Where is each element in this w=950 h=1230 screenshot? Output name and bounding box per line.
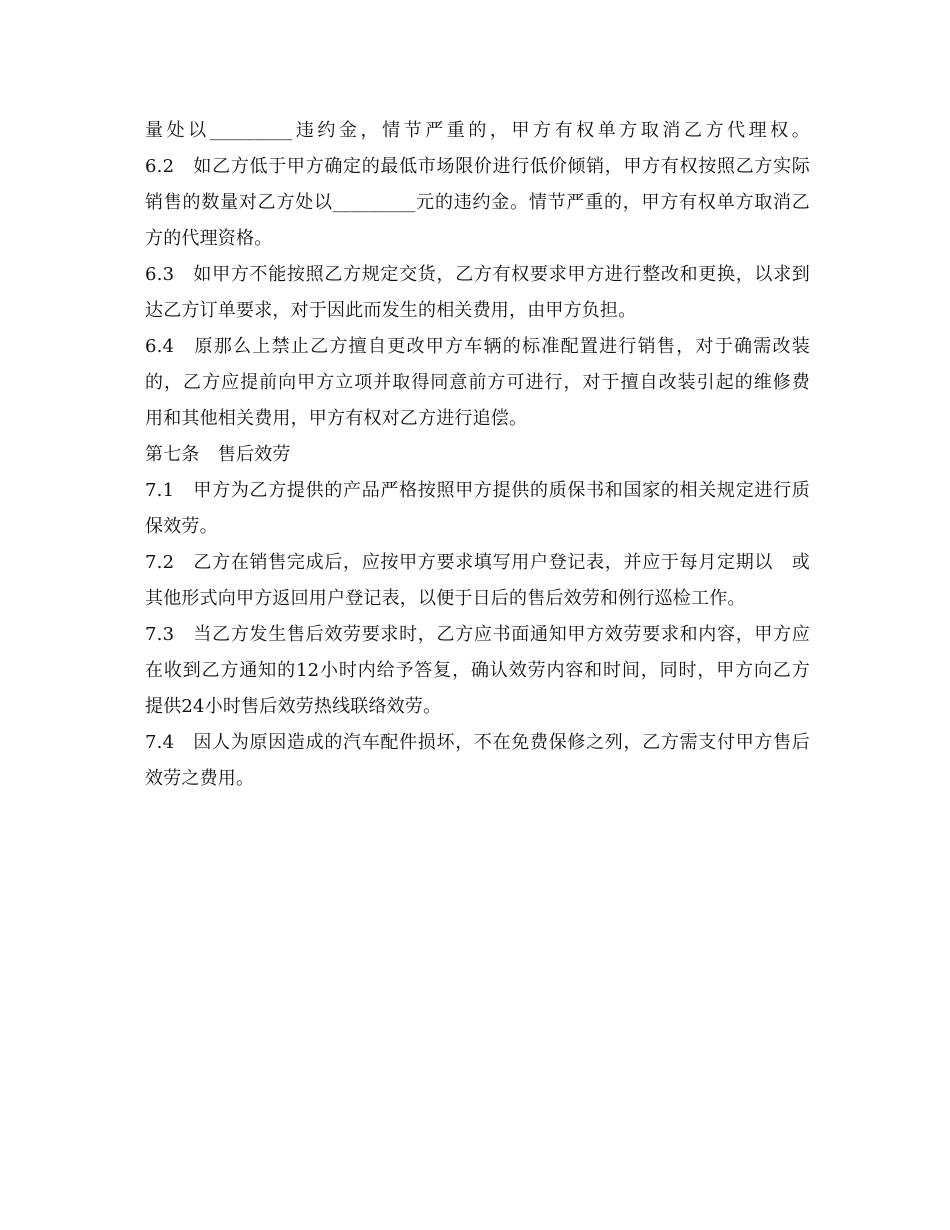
text-line: 达乙方订单要求，对于因此而发生的相关费用，由甲方负担。 (145, 300, 637, 321)
clause-7-1-line: 7.1 甲方为乙方提供的产品严格按照甲方提供的质保书和国家的相关规定进行质 (145, 480, 810, 501)
text-line: 销售的数量对乙方处以_________元的违约金。情节严重的，甲方有权单方取消乙 (145, 192, 810, 213)
text-line: 效劳之费用。 (145, 768, 255, 789)
text-line: 方的代理资格。 (145, 228, 273, 249)
text-line: 其他形式向甲方返回用户登记表，以便于日后的售后效劳和例行巡检工作。 (145, 588, 746, 609)
text-line: 的，乙方应提前向甲方立项并取得同意前方可进行，对于擅自改装引起的维修费 (145, 372, 810, 393)
clause-6-2-line: 6.2 如乙方低于甲方确定的最低市场限价进行低价倾销，甲方有权按照乙方实际 (145, 156, 810, 177)
clause-6-3-line: 6.3 如甲方不能按照乙方规定交货，乙方有权要求甲方进行整改和更换，以求到 (145, 264, 810, 285)
text-line: 量处以_________违约金，情节严重的，甲方有权单方取消乙方代理权。 (145, 120, 810, 141)
text-line: 用和其他相关费用，甲方有权对乙方进行追偿。 (145, 408, 528, 429)
clause-7-3-line: 7.3 当乙方发生售后效劳要求时，乙方应书面通知甲方效劳要求和内容，甲方应 (145, 624, 810, 645)
text-line: 在收到乙方通知的12小时内给予答复，确认效劳内容和时间，同时，甲方向乙方 (145, 660, 810, 681)
section-heading: 第七条 售后效劳 (145, 444, 291, 465)
text-line: 保效劳。 (145, 516, 218, 537)
clause-7-4-line: 7.4 因人为原因造成的汽车配件损坏，不在免费保修之列，乙方需支付甲方售后 (145, 732, 810, 753)
text-line: 提供24小时售后效劳热线联络效劳。 (145, 696, 442, 717)
document-body (145, 113, 810, 797)
clause-7-2-line: 7.2 乙方在销售完成后，应按甲方要求填写用户登记表，并应于每月定期以 或 (145, 552, 810, 573)
clause-6-4-line: 6.4 原那么上禁止乙方擅自更改甲方车辆的标准配置进行销售，对于确需改装 (145, 336, 810, 357)
